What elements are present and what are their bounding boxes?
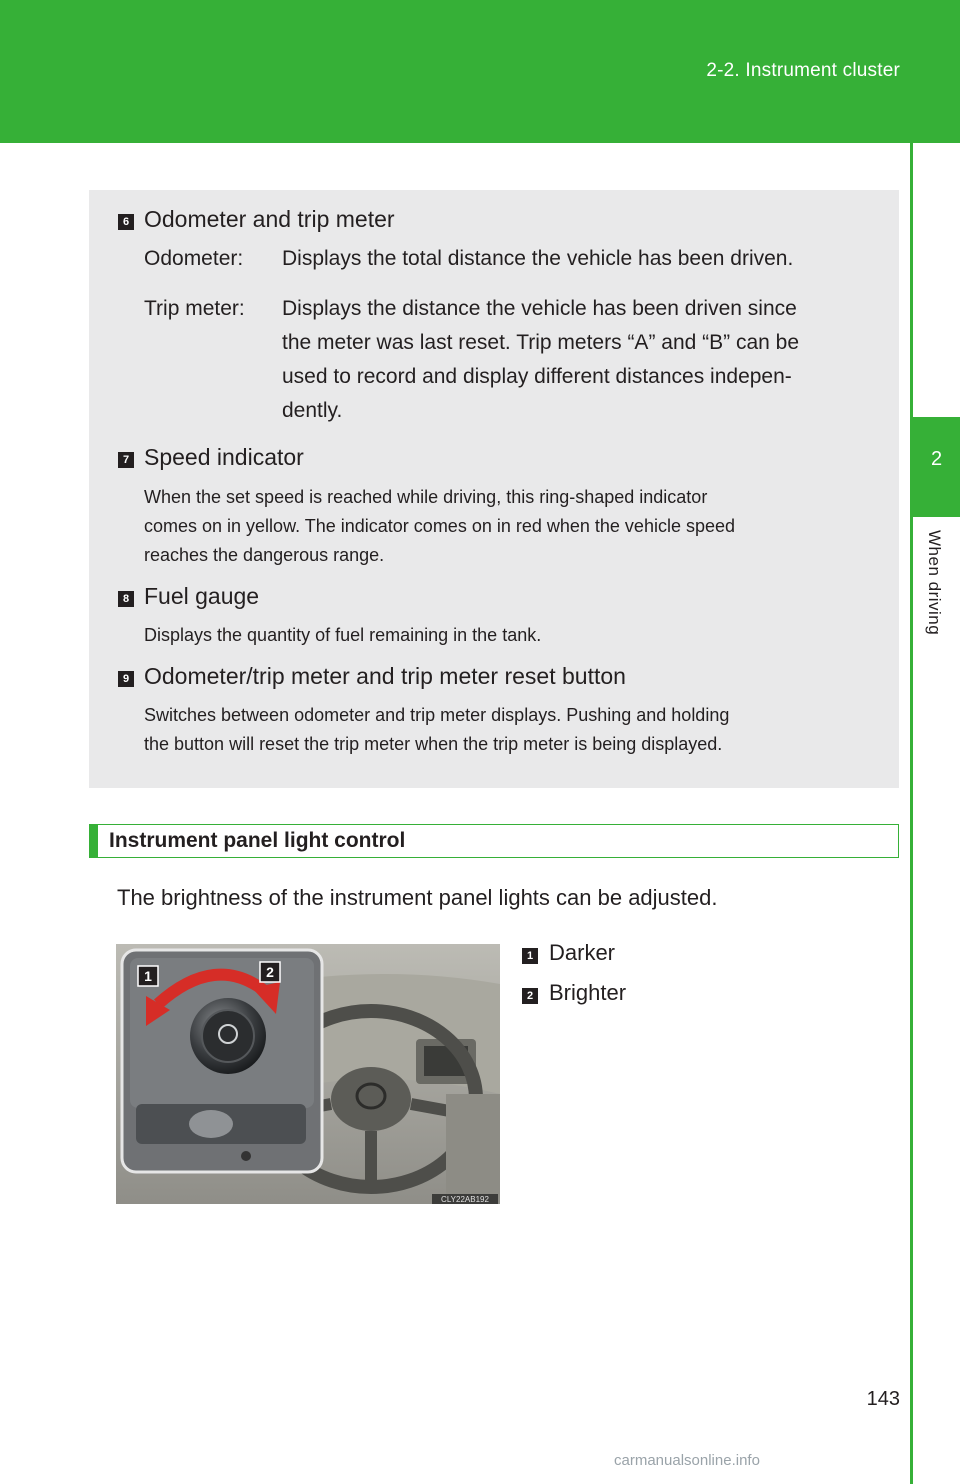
desc-line: the button will reset the trip meter when the trip meter is being displayed. [144,734,723,754]
callout-1: 1 [144,968,152,984]
item-title-reset-button: Odometer/trip meter and trip meter reset button [144,663,626,689]
item-desc-speed-indicator [144,483,735,570]
dashboard-illustration [116,944,500,1204]
desc-line: comes on in yellow. The indicator comes on in red when the vehicle speed [144,516,736,536]
section-body: The brightness of the instrument panel lights can be adjusted. [117,885,718,910]
item-desc-fuel-gauge [144,621,541,650]
item-number-9: 9 [118,671,134,687]
legend-number-1: 1 [522,948,538,964]
def-text-trip-meter [282,292,799,428]
illustration-code: CLY22AB192 [441,1195,489,1204]
section-heading [89,824,899,858]
item-title-speed-indicator: Speed indicator [144,444,304,470]
item-desc-reset-button [144,701,729,759]
chapter-number: 2 [930,448,943,470]
def-line: the meter was last reset. Trip meters “A” and “B” can be [282,331,800,354]
legend-darker: Darker [549,940,616,965]
section-title: Instrument panel light control [109,829,406,852]
legend-number-2: 2 [522,988,538,1004]
callout-2: 2 [266,964,274,980]
item-title-fuel-gauge: Fuel gauge [144,583,260,609]
def-line: dently. [282,399,343,422]
item-number-8: 8 [118,591,134,607]
section-header-title: 2-2. Instrument cluster [706,60,900,81]
side-tab-rule [910,143,913,1484]
desc-line: When the set speed is reached while driving, this ring-shaped indicator [144,487,708,507]
item-number-7: 7 [118,452,134,468]
chapter-label: When driving [925,530,944,636]
item-number-6: 6 [118,214,134,230]
desc-line: Displays the quantity of fuel remaining in the tank. [144,625,542,645]
def-line: used to record and display different distances indepen- [282,365,792,388]
item-title-odometer: Odometer and trip meter [144,206,395,232]
watermark[interactable]: carmanualsonline.info [614,1452,760,1469]
desc-line: Switches between odometer and trip meter displays. Pushing and holding [144,705,730,725]
section-heading-bar [90,825,98,857]
def-line: Displays the distance the vehicle has been driven since [282,297,797,320]
dashboard-illustration-art [116,944,500,1204]
page-header [0,0,960,143]
def-label-odometer: Odometer: [144,247,244,270]
desc-line: reaches the dangerous range. [144,545,385,565]
def-line: Displays the total distance the vehicle has been driven. [282,247,794,270]
def-text-odometer [282,242,793,276]
legend-brighter: Brighter [549,980,627,1005]
def-label-trip-meter: Trip meter: [144,297,245,320]
page-number: 143 [866,1388,900,1410]
